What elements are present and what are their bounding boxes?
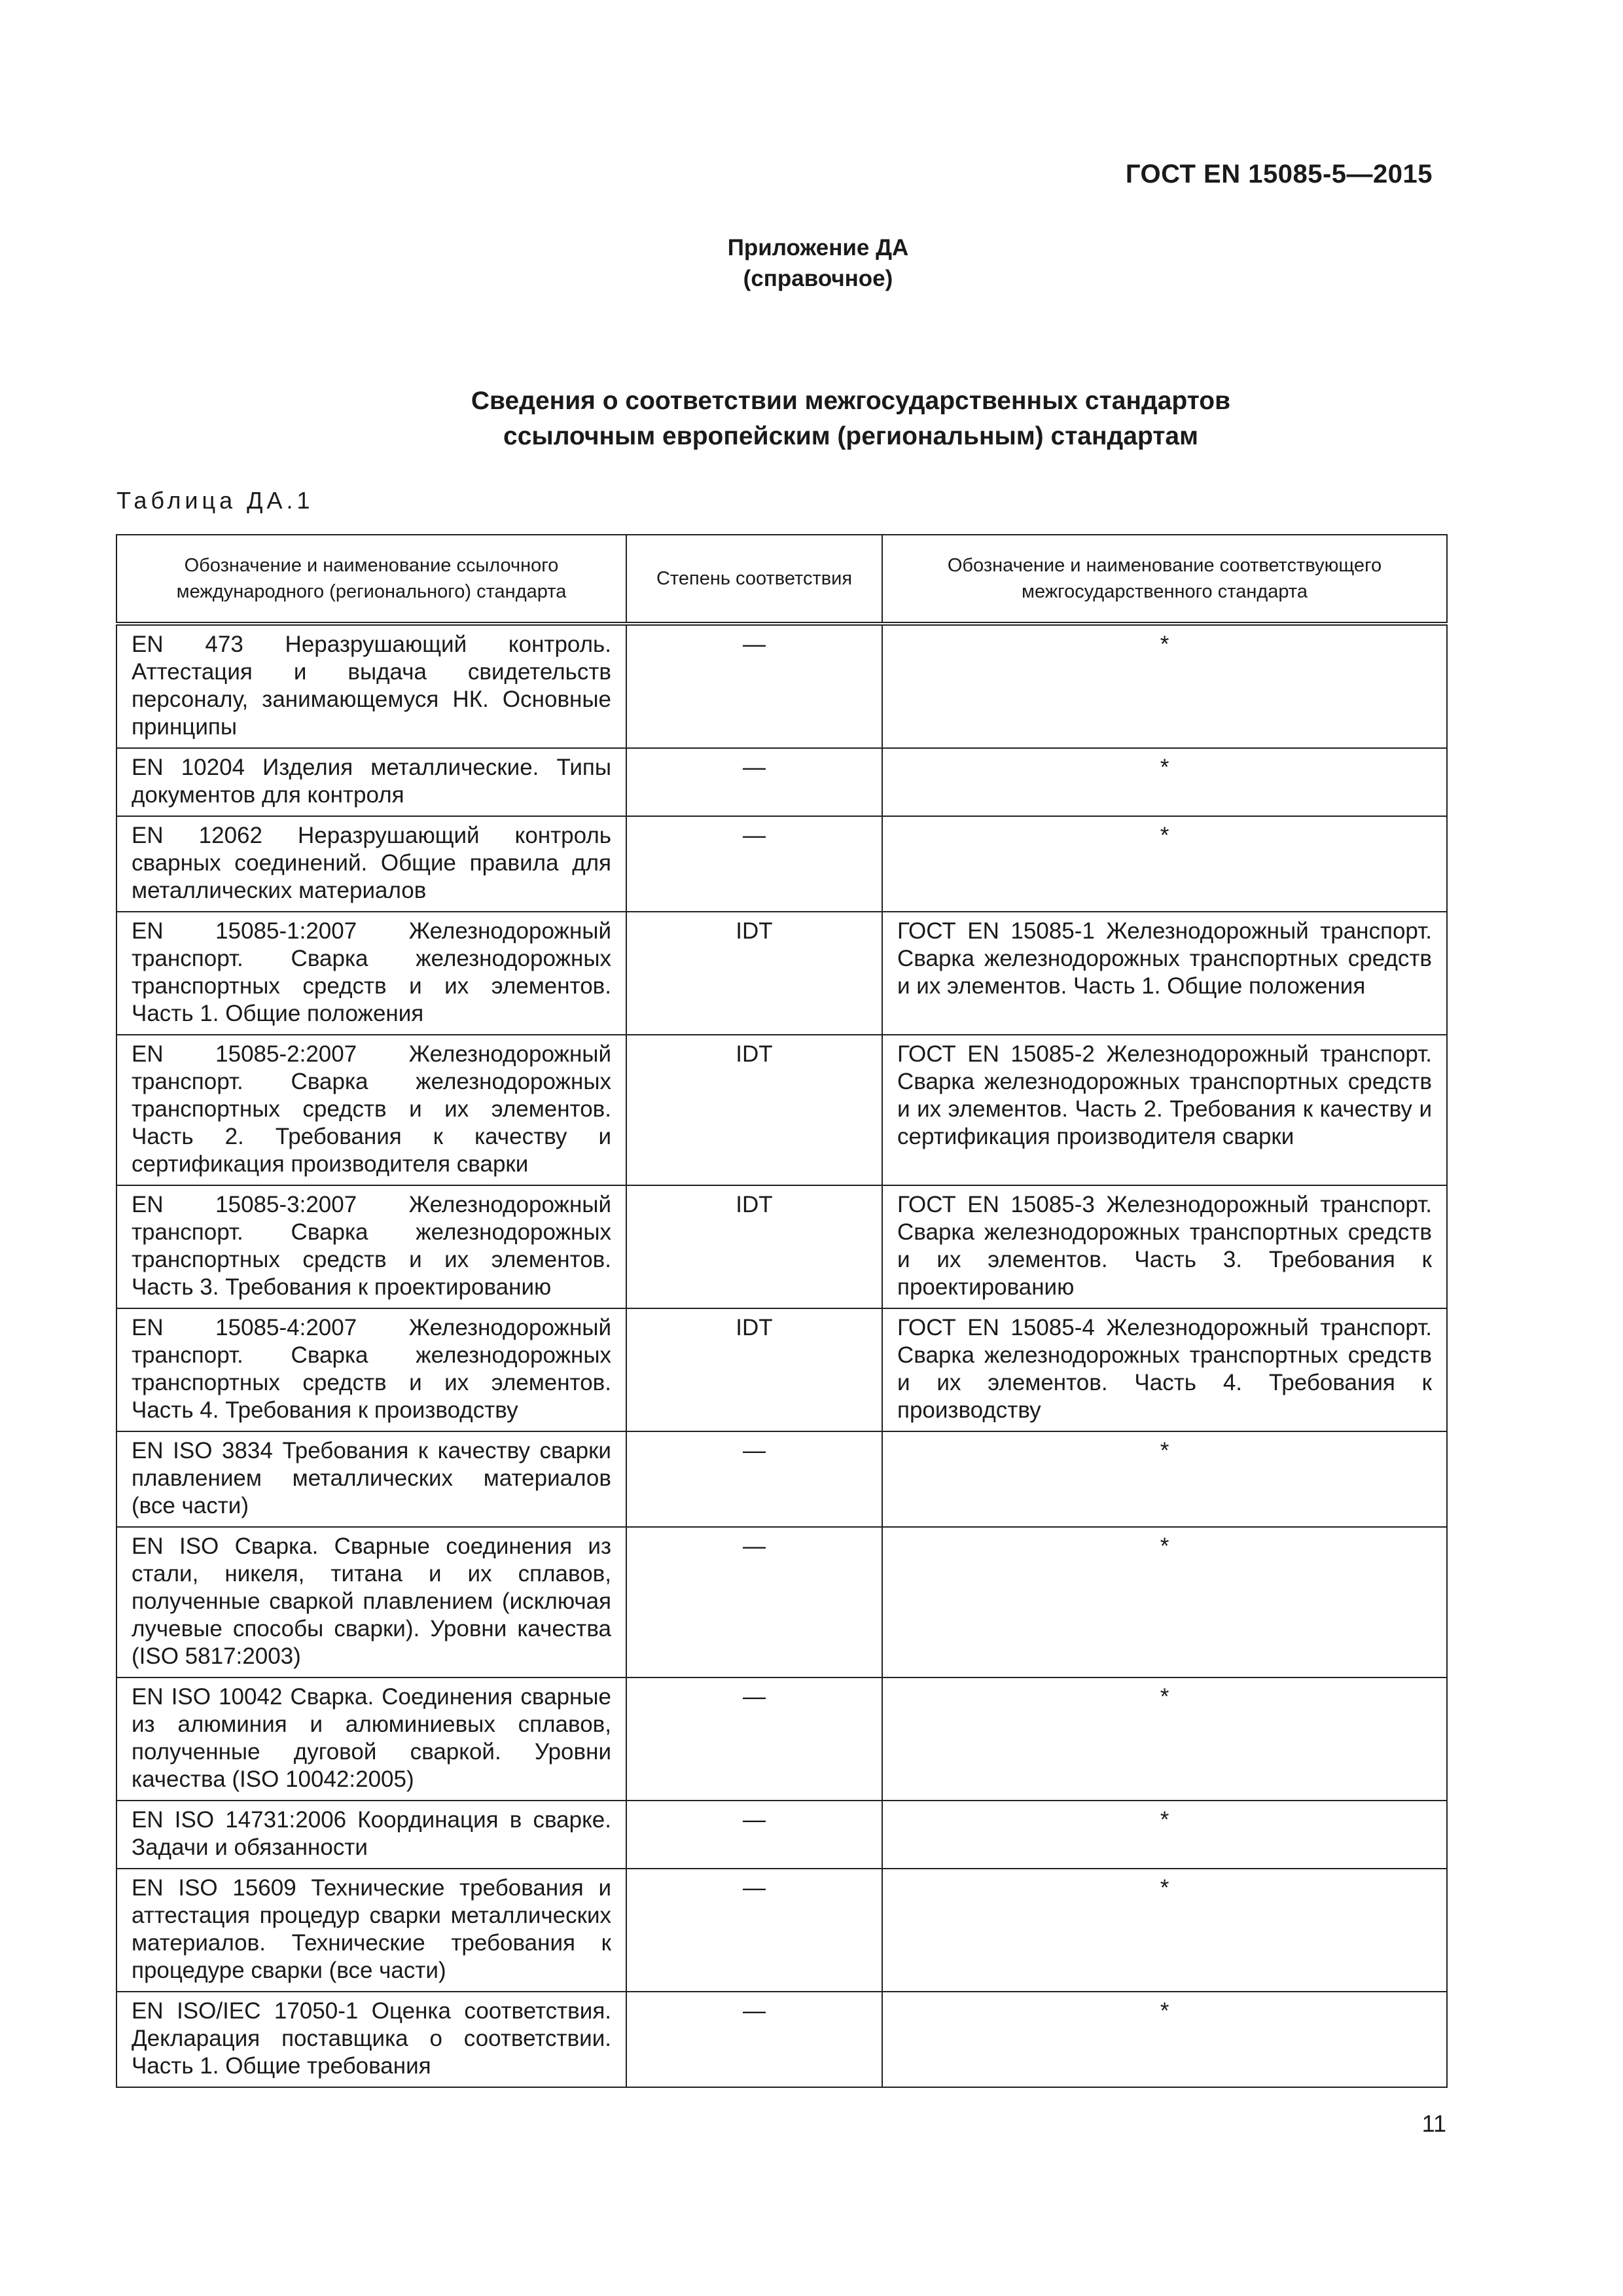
header-reference-standard: Обозначение и наименование ссылочного международного (регионального) стандарта bbox=[116, 535, 626, 624]
table-row bbox=[116, 1801, 1447, 1869]
interstate-standard-cell: ГОСТ EN 15085-4 Железнодорожный транспорт. Сварка железнодорожных транспортных средств и их элементов. Часть 4. Требования к производству bbox=[882, 1308, 1447, 1431]
correspondence-degree-cell: — bbox=[626, 1869, 882, 1992]
table-row bbox=[116, 1677, 1447, 1801]
table-row bbox=[116, 1185, 1447, 1308]
reference-standard-cell: EN ISO Сварка. Сварные соединения из стали, никеля, титана и их сплавов, полученные сваркой плавлением (исключая лучевые способы сварки). Уровни качества (ISO 5817:2003) bbox=[116, 1527, 626, 1677]
appendix-heading bbox=[0, 232, 1623, 294]
page-number: 11 bbox=[1421, 2110, 1446, 2137]
header-correspondence-degree: Степень соответствия bbox=[626, 535, 882, 624]
reference-standard-cell: EN 15085-3:2007 Железнодорожный транспорт. Сварка железнодорожных транспортных средств и их элементов. Часть 3. Требования к проектированию bbox=[116, 1185, 626, 1308]
table-row bbox=[116, 1035, 1447, 1185]
table-row bbox=[116, 912, 1447, 1035]
correspondence-degree-cell: IDT bbox=[626, 1185, 882, 1308]
interstate-standard-cell: * bbox=[882, 1431, 1447, 1527]
table-header-row bbox=[116, 535, 1447, 624]
correspondence-degree-cell: — bbox=[626, 1992, 882, 2087]
correspondence-degree-cell: IDT bbox=[626, 1308, 882, 1431]
appendix-subtitle: (справочное) bbox=[743, 266, 893, 291]
table-row bbox=[116, 624, 1447, 748]
interstate-standard-cell: * bbox=[882, 1801, 1447, 1869]
table-row bbox=[116, 1992, 1447, 2087]
interstate-standard-cell: * bbox=[882, 1992, 1447, 2087]
interstate-standard-cell: * bbox=[882, 1677, 1447, 1801]
reference-standard-cell: EN 12062 Неразрушающий контроль сварных соединений. Общие правила для металлических материалов bbox=[116, 816, 626, 912]
table-row bbox=[116, 1308, 1447, 1431]
reference-standard-cell: EN 10204 Изделия металлические. Типы документов для контроля bbox=[116, 748, 626, 816]
correspondence-degree-cell: — bbox=[626, 624, 882, 748]
interstate-standard-cell: ГОСТ EN 15085-3 Железнодорожный транспорт. Сварка железнодорожных транспортных средств и их элементов. Часть 3. Требования к проектированию bbox=[882, 1185, 1447, 1308]
reference-standard-cell: EN ISO 10042 Сварка. Соединения сварные из алюминия и алюминиевых сплавов, полученные дуговой сваркой. Уровни качества (ISO 10042:2005) bbox=[116, 1677, 626, 1801]
interstate-standard-cell: ГОСТ EN 15085-2 Железнодорожный транспорт. Сварка железнодорожных транспортных средств и их элементов. Часть 2. Требования к качеству и сертификация производителя сварки bbox=[882, 1035, 1447, 1185]
interstate-standard-cell: * bbox=[882, 1869, 1447, 1992]
reference-standard-cell: EN ISO 15609 Технические требования и аттестация процедур сварки металлических материалов. Технические требования к процедуре сварки (все части) bbox=[116, 1869, 626, 1992]
interstate-standard-cell: * bbox=[882, 1527, 1447, 1677]
standards-correspondence-table bbox=[116, 534, 1448, 2088]
table-row bbox=[116, 1527, 1447, 1677]
reference-standard-cell: EN ISO 3834 Требования к качеству сварки плавлением металлических материалов (все части) bbox=[116, 1431, 626, 1527]
section-title bbox=[0, 384, 1623, 454]
header-interstate-standard: Обозначение и наименование соответствующего межгосударственного стандарта bbox=[882, 535, 1447, 624]
correspondence-degree-cell: — bbox=[626, 1431, 882, 1527]
correspondence-degree-cell: IDT bbox=[626, 1035, 882, 1185]
section-title-line2: ссылочным европейским (региональным) стандартам bbox=[503, 422, 1198, 450]
table-row bbox=[116, 816, 1447, 912]
document-code: ГОСТ EN 15085-5—2015 bbox=[1125, 160, 1433, 188]
correspondence-degree-cell: IDT bbox=[626, 912, 882, 1035]
appendix-title: Приложение ДА bbox=[727, 235, 909, 260]
reference-standard-cell: EN 15085-1:2007 Железнодорожный транспорт. Сварка железнодорожных транспортных средств и их элементов. Часть 1. Общие положения bbox=[116, 912, 626, 1035]
interstate-standard-cell: * bbox=[882, 816, 1447, 912]
correspondence-degree-cell: — bbox=[626, 816, 882, 912]
reference-standard-cell: EN ISO 14731:2006 Координация в сварке. Задачи и обязанности bbox=[116, 1801, 626, 1869]
correspondence-degree-cell: — bbox=[626, 1801, 882, 1869]
reference-standard-cell: EN 15085-2:2007 Железнодорожный транспорт. Сварка железнодорожных транспортных средств и их элементов. Часть 2. Требования к качеству и сертификация производителя сварки bbox=[116, 1035, 626, 1185]
table-row bbox=[116, 1431, 1447, 1527]
interstate-standard-cell: * bbox=[882, 624, 1447, 748]
section-title-line1: Сведения о соответствии межгосударственных стандартов bbox=[471, 387, 1231, 415]
reference-standard-cell: EN 15085-4:2007 Железнодорожный транспорт. Сварка железнодорожных транспортных средств и их элементов. Часть 4. Требования к производству bbox=[116, 1308, 626, 1431]
correspondence-degree-cell: — bbox=[626, 1677, 882, 1801]
interstate-standard-cell: ГОСТ EN 15085-1 Железнодорожный транспорт. Сварка железнодорожных транспортных средств и их элементов. Часть 1. Общие положения bbox=[882, 912, 1447, 1035]
table-row bbox=[116, 748, 1447, 816]
correspondence-degree-cell: — bbox=[626, 1527, 882, 1677]
reference-standard-cell: EN ISO/IEC 17050-1 Оценка соответствия. Декларация поставщика о соответствии. Часть 1. Общие требования bbox=[116, 1992, 626, 2087]
table-row bbox=[116, 1869, 1447, 1992]
correspondence-degree-cell: — bbox=[626, 748, 882, 816]
interstate-standard-cell: * bbox=[882, 748, 1447, 816]
reference-standard-cell: EN 473 Неразрушающий контроль. Аттестация и выдача свидетельств персоналу, занимающемуся НК. Основные принципы bbox=[116, 624, 626, 748]
table-caption: Таблица ДА.1 bbox=[116, 487, 314, 514]
